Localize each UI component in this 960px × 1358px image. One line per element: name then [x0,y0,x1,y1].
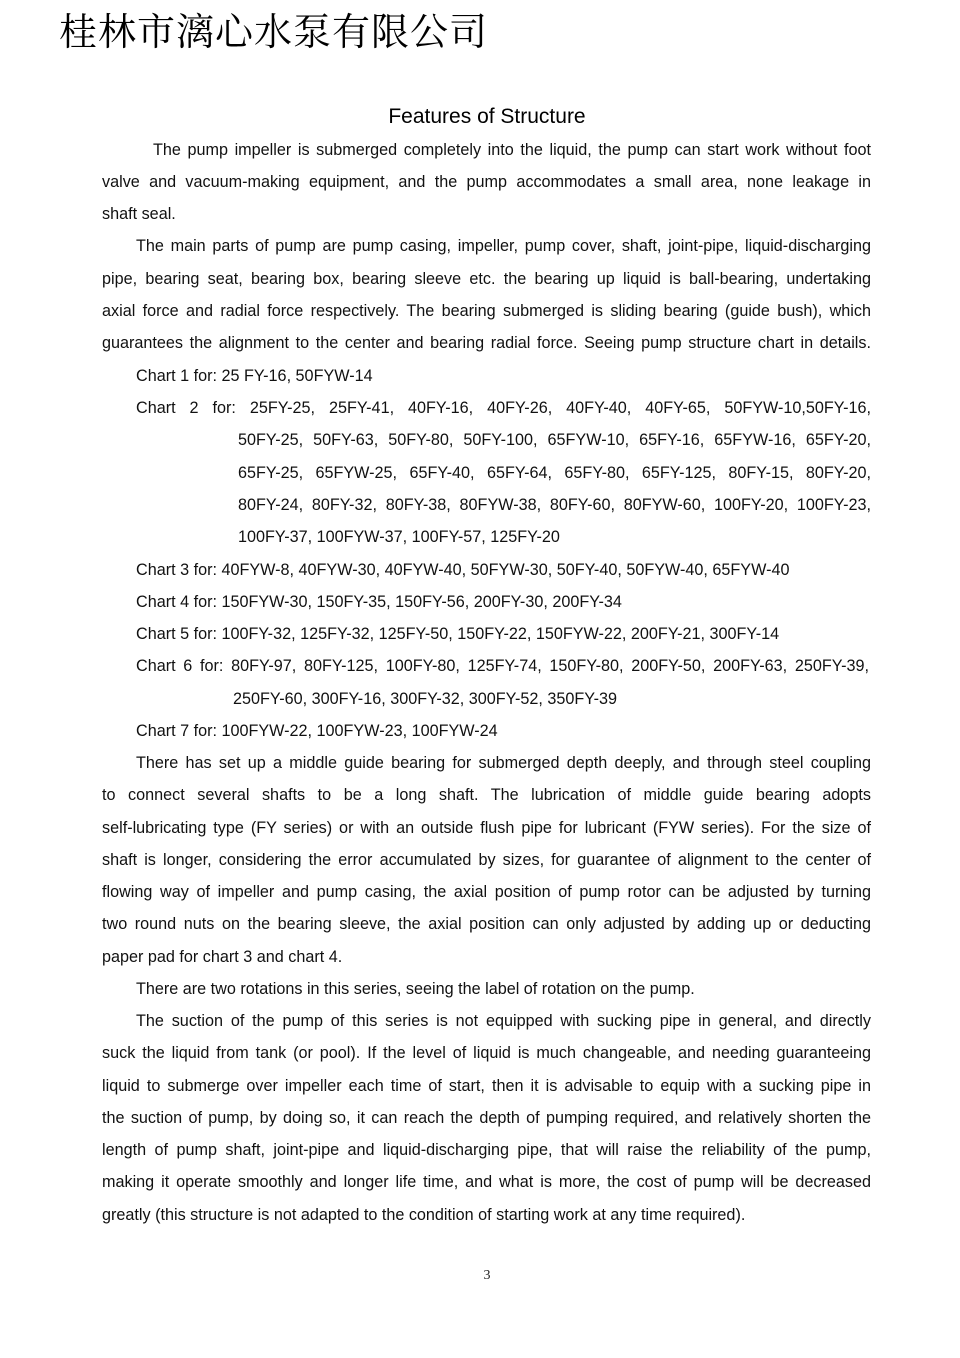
paragraph-3-line: two round nuts on the bearing sleeve, the axial position can only adjusted by adding up or deducting [102,915,871,933]
chart-6-list-line: 250FY-60, 300FY-16, 300FY-32, 300FY-52, 350FY-39 [233,690,617,708]
page-title: Features of Structure [388,105,586,128]
paragraph-3-line: flowing way of impeller and pump casing, the axial position of pump rotor can be adjusted by turning [102,883,871,901]
chart-2-list-line: 50FY-25, 50FY-63, 50FY-80, 50FY-100, 65FYW-10, 65FY-16, 65FYW-16, 65FY-20, [238,431,871,449]
chart-2-list-line: 65FY-25, 65FYW-25, 65FY-40, 65FY-64, 65FY-80, 65FY-125, 80FY-15, 80FY-20, [238,464,871,482]
paragraph-3-line: There has set up a middle guide bearing for submerged depth deeply, and through steel coupling [136,754,871,772]
chart-2-list-line: 80FY-24, 80FY-32, 80FY-38, 80FYW-38, 80FY-60, 80FYW-60, 100FY-20, 100FY-23, [238,496,871,514]
company-header: 桂林市漓心水泵有限公司 [59,10,489,54]
chart-2-list-line: 100FY-37, 100FYW-37, 100FY-57, 125FY-20 [238,528,560,546]
chart-3-list: Chart 3 for: 40FYW-8, 40FYW-30, 40FYW-40, 50FYW-30, 50FY-40, 50FYW-40, 65FYW-40 [136,561,790,579]
paragraph-5-line: The suction of the pump of this series is not equipped with sucking pipe in general, and directly [136,1012,871,1030]
chart-6-list-line: Chart 6 for: 80FY-97, 80FY-125, 100FY-80, 125FY-74, 150FY-80, 200FY-50, 200FY-63, 250FY-39, [136,657,869,675]
page-number: 3 [483,1268,491,1283]
paragraph-5-line: the suction of pump, by doing so, it can reach the depth of pumping required, and relatively shorten the [102,1109,871,1127]
paragraph-1-line: valve and vacuum-making equipment, and the pump accommodates a small area, none leakage in [102,173,871,191]
paragraph-5-line: liquid to submerge over impeller each time of start, then it is advisable to equip with a sucking pipe in [102,1077,871,1095]
paragraph-2-line: The main parts of pump are pump casing, impeller, pump cover, shaft, joint-pipe, liquid-discharging [136,237,871,255]
paragraph-3-line: self-lubricating type (FY series) or with an outside flush pipe for lubricant (FYW series). For the size of [102,819,871,837]
paragraph-5-line: suck the liquid from tank (or pool). If the level of liquid is much changeable, and needing guaranteeing [102,1044,871,1062]
paragraph-5-line: greatly (this structure is not adapted to the condition of starting work at any time required). [102,1206,746,1224]
chart-1-list: Chart 1 for: 25 FY-16, 50FYW-14 [136,367,373,385]
paragraph-2-line: axial force and radial force respectively. The bearing submerged is sliding bearing (guide bush), which [102,302,871,320]
chart-7-list: Chart 7 for: 100FYW-22, 100FYW-23, 100FYW-24 [136,722,498,740]
paragraph-2-line: guarantees the alignment to the center and bearing radial force. Seeing pump structure chart in details. [102,334,871,352]
chart-2-list-line: Chart 2 for: 25FY-25, 25FY-41, 40FY-16, 40FY-26, 40FY-40, 40FY-65, 50FYW-10,50FY-16, [136,399,871,417]
chart-5-list: Chart 5 for: 100FY-32, 125FY-32, 125FY-50, 150FY-22, 150FYW-22, 200FY-21, 300FY-14 [136,625,780,643]
chart-4-list: Chart 4 for: 150FYW-30, 150FY-35, 150FY-56, 200FY-30, 200FY-34 [136,593,622,611]
paragraph-1-line: shaft seal. [102,205,176,223]
paragraph-5-line: making it operate smoothly and longer life time, and what is more, the cost of pump will be decreased [102,1173,871,1191]
paragraph-1-line: The pump impeller is submerged completely into the liquid, the pump can start work without foot [153,141,871,159]
paragraph-2-line: pipe, bearing seat, bearing box, bearing sleeve etc. the bearing up liquid is ball-bearing, undertaking [102,270,871,288]
paragraph-3-line: paper pad for chart 3 and chart 4. [102,948,343,966]
paragraph-3-line: shaft is longer, considering the error accumulated by sizes, for guarantee of alignment to the center of [102,851,871,869]
paragraph-3-line: to connect several shafts to be a long shaft. The lubrication of middle guide bearing adopts [102,786,871,804]
paragraph-4: There are two rotations in this series, seeing the label of rotation on the pump. [136,980,695,998]
paragraph-5-line: length of pump shaft, joint-pipe and liquid-discharging pipe, that will raise the reliability of the pump, [102,1141,871,1159]
